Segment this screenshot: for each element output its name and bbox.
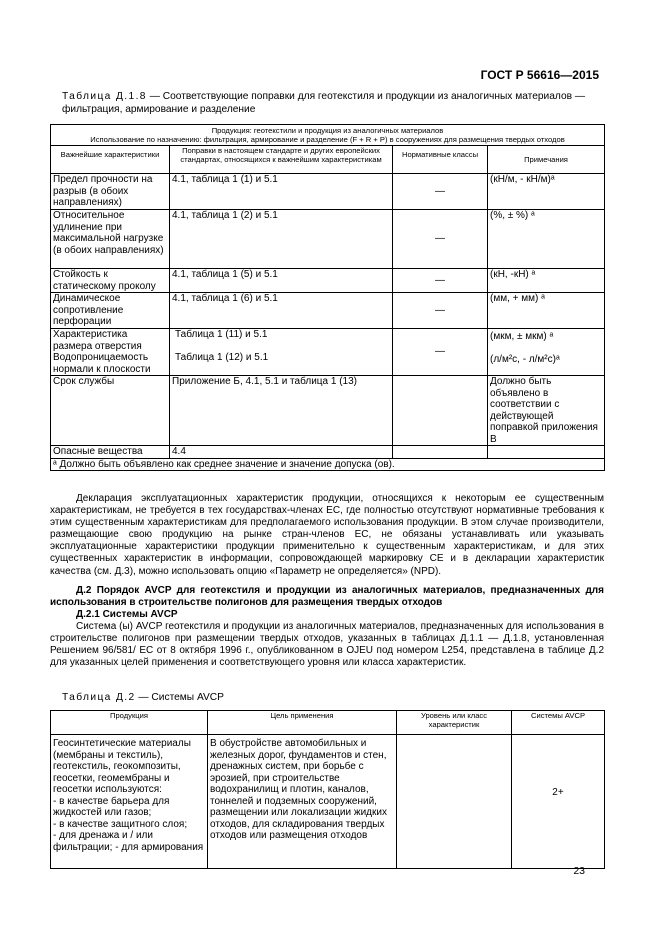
table-row <box>51 735 605 869</box>
reference-cell: 4.4 <box>170 446 393 459</box>
note-cell: Должно быть объявлено в соответствии с действующей поправкой приложения В <box>488 376 605 446</box>
reference-cell <box>170 329 393 376</box>
table2-caption <box>62 692 224 703</box>
characteristic-cell <box>51 329 170 376</box>
note-cell: (кН, -кН) ᵃ <box>488 269 605 293</box>
table2-col-header: Продукция <box>51 711 208 735</box>
system-cell: 2+ <box>512 735 605 869</box>
characteristic-cell: Предел прочности на разрыв (в обоих направлениях) <box>51 174 170 210</box>
table-row <box>51 329 605 376</box>
reference-cell: 4.1, таблица 1 (5) и 5.1 <box>170 269 393 293</box>
note-cell: (мм, + мм) ᵃ <box>488 293 605 329</box>
declaration-paragraph: Декларация эксплуатационных характеристик продукции, относящихся к некоторым ее существенным характеристикам, не требуется в тех государствах-членах ЕС, где полностью отсутствуют нормативные требования к этим существенным характеристикам для предполагаемого использования продукции. В этом случае производители, размещающие свою продукцию на рынке стран-членов ЕС, не обязаны устанавливать или указывать эксплуатационные характеристики продукции применительно к существенным характеристикам, и для этих существенных характеристик в информации, сопровождающей маркировку СЕ и в декларации характеристик качества (см. Д.3), можно использовать опцию «Параметр не определяется» (NPD). <box>50 493 604 577</box>
table2-caption-prefix: Таблица Д.2 <box>62 692 136 703</box>
table2-col-header: Цель применения <box>208 711 397 735</box>
table1-col-header: Нормативные классы <box>393 146 488 174</box>
footnote-row <box>51 458 605 471</box>
table1-caption-prefix: Таблица Д.1.8 <box>62 91 147 102</box>
product-cell <box>51 735 208 869</box>
table-row <box>51 174 605 210</box>
characteristic-line: Характеристика размера отверстия <box>53 329 142 352</box>
class-cell: — <box>393 293 488 329</box>
table1-col-header: Примечания <box>488 146 605 174</box>
reference-cell: Приложение Б, 4.1, 5.1 и таблица 1 (13) <box>170 376 393 446</box>
table1-scope-row <box>51 125 605 146</box>
table2-col-header: Уровень или класс характеристик <box>397 711 512 735</box>
subsection-title: Д.2.1 Системы AVCP <box>76 609 178 620</box>
table-row <box>51 210 605 269</box>
reference-line: Таблица 1 (11) и 5.1 <box>175 329 268 340</box>
level-cell <box>397 735 512 869</box>
table1-product-line: Продукция: геотекстили и продукция из аналогичных материалов <box>211 126 444 135</box>
table2-header-row <box>51 711 605 735</box>
reference-cell: 4.1, таблица 1 (1) и 5.1 <box>170 174 393 210</box>
characteristic-cell: Опасные вещества <box>51 446 170 459</box>
table-row <box>51 269 605 293</box>
amendments-table <box>50 124 605 471</box>
table1-scope-cell <box>51 125 605 146</box>
reference-cell: 4.1, таблица 1 (6) и 5.1 <box>170 293 393 329</box>
document-id: ГОСТ Р 56616—2015 <box>480 68 599 82</box>
reference-cell: 4.1, таблица 1 (2) и 5.1 <box>170 210 393 269</box>
characteristic-cell: Срок службы <box>51 376 170 446</box>
table2-caption-text: — Системы AVCP <box>135 692 224 703</box>
table1-caption <box>62 91 602 116</box>
page-number: 23 <box>573 865 585 877</box>
avcp-paragraph: Система (ы) AVCP геотекстиля и продукции из аналогичных материалов, предназначенных для использования в строительстве полигонов при размещении твердых отходов, указанных в таблицах Д.1.1 — Д.1.8, установленная Решением 96/581/ ЕС от 8 октября 1996 г., опубликованном в OJEU под номером L254, представлена в таблице Д.2 для указанных целей применения и соответствующего уровня или класса характеристик. <box>50 621 604 669</box>
table1-header-row <box>51 146 605 174</box>
product-line: Геосинтетические материалы (мембраны и текстиль), геотекстиль, геокомпозиты, геосетки, геомембраны и геосетки используются: <box>53 738 191 795</box>
note-cell <box>488 329 605 376</box>
note-line: (мкм, ± мкм) ᵃ <box>490 331 554 342</box>
class-cell <box>393 446 488 459</box>
note-cell: (%, ± %) ᵃ <box>488 210 605 269</box>
table2-col-header: Системы AVCP <box>512 711 605 735</box>
table1-col-header: Важнейшие характеристики <box>51 146 170 174</box>
characteristic-cell: Динамическое сопротивление перфорации <box>51 293 170 329</box>
class-cell: — <box>393 174 488 210</box>
class-cell: — <box>393 210 488 269</box>
table1-footnote: ᵃ Должно быть объявлено как среднее значение и значение допуска (ов). <box>51 458 605 471</box>
class-cell: — <box>393 329 488 376</box>
avcp-systems-table <box>50 710 605 869</box>
product-line: - в качестве барьера для жидкостей или газов; <box>53 795 170 818</box>
note-cell <box>488 446 605 459</box>
table-row <box>51 376 605 446</box>
product-line: - в качестве защитного слоя; <box>53 818 188 830</box>
purpose-cell: В обустройстве автомобильных и железных дорог, фундаментов и стен, дренажных систем, при борьбе с эрозией, при строительстве водохранилищ и плотин, каналов, тоннелей и подземных сооружений, размещении или локализации жидких отходов, для складирования твердых отходов или размещения отходов <box>208 735 397 869</box>
note-line: (л/м²с, - л/м²с)ᵃ <box>490 353 560 365</box>
note-cell: (кН/м, - кН/м)ᵃ <box>488 174 605 210</box>
table-row <box>51 293 605 329</box>
product-line: - для дренажа и / или фильтрации; - для армирования <box>53 830 204 853</box>
characteristic-cell: Относительное удлинение при максимальной нагрузке (в обоих направлениях) <box>51 210 170 269</box>
table1-col-header: Поправки в настоящем стандарте и других европейских стандартах, относящихся к важнейшим характеристикам <box>170 146 393 174</box>
table1-caption-text: — Соответствующие поправки для геотекстиля и продукции из аналогичных материалов — фильтрация, армирование и разделение <box>62 91 586 115</box>
characteristic-line: Водопроницаемость нормали к плоскости <box>53 352 151 375</box>
class-cell: — <box>393 269 488 293</box>
section-title: Д.2 Порядок AVCP для геотекстиля и продукции из аналогичных материалов, предназначенных для использования в строительстве полигонов для размещения твердых отходов <box>50 585 604 609</box>
table-row <box>51 446 605 459</box>
class-cell <box>393 376 488 446</box>
table1-usage-line: Использование по назначению: фильтрация, армирование и разделение (F + R + P) в сооружениях для размещения твердых отходов <box>90 135 565 144</box>
characteristic-cell: Стойкость к статическому проколу <box>51 269 170 293</box>
reference-line: Таблица 1 (12) и 5.1 <box>175 351 269 363</box>
